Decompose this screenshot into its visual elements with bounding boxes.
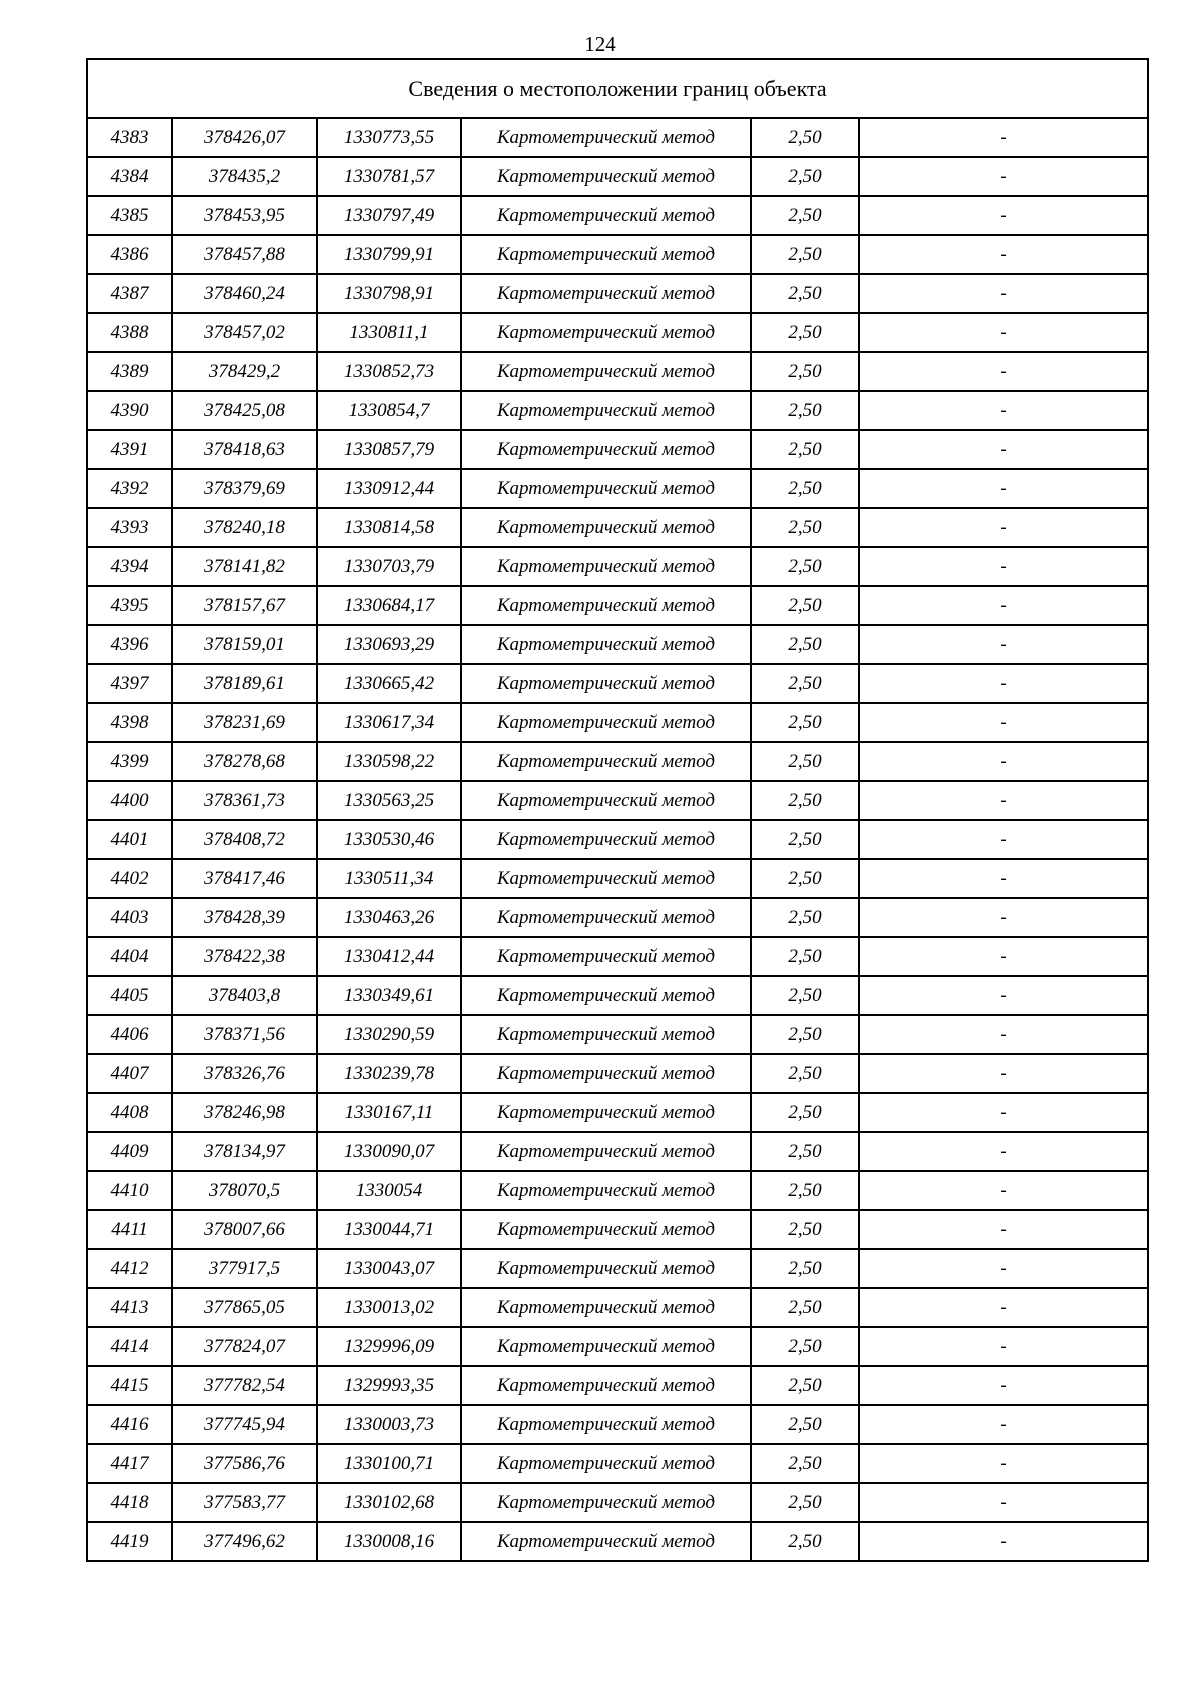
table-row (87, 1210, 1148, 1249)
accuracy-cell: 2,50 (751, 313, 859, 352)
y-coordinate-cell: 1330598,22 (317, 742, 461, 781)
x-coordinate-cell: 378453,95 (172, 196, 317, 235)
method-cell: Картометрический метод (461, 1405, 751, 1444)
accuracy-cell: 2,50 (751, 1444, 859, 1483)
y-coordinate-cell: 1330857,79 (317, 430, 461, 469)
x-coordinate-cell: 377824,07 (172, 1327, 317, 1366)
table-row (87, 1483, 1148, 1522)
accuracy-cell: 2,50 (751, 1522, 859, 1561)
accuracy-cell: 2,50 (751, 235, 859, 274)
point-number-cell: 4408 (87, 1093, 172, 1132)
x-coordinate-cell: 378425,08 (172, 391, 317, 430)
point-number-cell: 4403 (87, 898, 172, 937)
table-row (87, 469, 1148, 508)
point-number-cell: 4414 (87, 1327, 172, 1366)
y-coordinate-cell: 1330100,71 (317, 1444, 461, 1483)
table-row (87, 547, 1148, 586)
x-coordinate-cell: 378435,2 (172, 157, 317, 196)
table-row (87, 157, 1148, 196)
x-coordinate-cell: 378157,67 (172, 586, 317, 625)
y-coordinate-cell: 1330854,7 (317, 391, 461, 430)
accuracy-cell: 2,50 (751, 469, 859, 508)
point-number-cell: 4386 (87, 235, 172, 274)
description-cell: - (859, 898, 1148, 937)
accuracy-cell: 2,50 (751, 274, 859, 313)
x-coordinate-cell: 378231,69 (172, 703, 317, 742)
accuracy-cell: 2,50 (751, 196, 859, 235)
table-row (87, 1405, 1148, 1444)
point-number-cell: 4397 (87, 664, 172, 703)
x-coordinate-cell: 378403,8 (172, 976, 317, 1015)
description-cell: - (859, 274, 1148, 313)
method-cell: Картометрический метод (461, 1288, 751, 1327)
y-coordinate-cell: 1330798,91 (317, 274, 461, 313)
accuracy-cell: 2,50 (751, 352, 859, 391)
point-number-cell: 4409 (87, 1132, 172, 1171)
point-number-cell: 4385 (87, 196, 172, 235)
description-cell: - (859, 937, 1148, 976)
description-cell: - (859, 1249, 1148, 1288)
x-coordinate-cell: 378070,5 (172, 1171, 317, 1210)
point-number-cell: 4400 (87, 781, 172, 820)
table-row (87, 1522, 1148, 1561)
description-cell: - (859, 703, 1148, 742)
point-number-cell: 4411 (87, 1210, 172, 1249)
accuracy-cell: 2,50 (751, 898, 859, 937)
description-cell: - (859, 1405, 1148, 1444)
x-coordinate-cell: 378422,38 (172, 937, 317, 976)
accuracy-cell: 2,50 (751, 859, 859, 898)
description-cell: - (859, 1132, 1148, 1171)
y-coordinate-cell: 1330043,07 (317, 1249, 461, 1288)
x-coordinate-cell: 378278,68 (172, 742, 317, 781)
description-cell: - (859, 118, 1148, 157)
y-coordinate-cell: 1330703,79 (317, 547, 461, 586)
x-coordinate-cell: 378361,73 (172, 781, 317, 820)
table-row (87, 1132, 1148, 1171)
accuracy-cell: 2,50 (751, 1210, 859, 1249)
x-coordinate-cell: 377782,54 (172, 1366, 317, 1405)
method-cell: Картометрический метод (461, 508, 751, 547)
method-cell: Картометрический метод (461, 664, 751, 703)
method-cell: Картометрический метод (461, 898, 751, 937)
accuracy-cell: 2,50 (751, 1054, 859, 1093)
description-cell: - (859, 1366, 1148, 1405)
y-coordinate-cell: 1330008,16 (317, 1522, 461, 1561)
y-coordinate-cell: 1330684,17 (317, 586, 461, 625)
method-cell: Картометрический метод (461, 1210, 751, 1249)
y-coordinate-cell: 1329993,35 (317, 1366, 461, 1405)
y-coordinate-cell: 1330773,55 (317, 118, 461, 157)
description-cell: - (859, 664, 1148, 703)
point-number-cell: 4383 (87, 118, 172, 157)
y-coordinate-cell: 1330013,02 (317, 1288, 461, 1327)
y-coordinate-cell: 1330167,11 (317, 1093, 461, 1132)
y-coordinate-cell: 1330054 (317, 1171, 461, 1210)
method-cell: Картометрический метод (461, 859, 751, 898)
accuracy-cell: 2,50 (751, 820, 859, 859)
accuracy-cell: 2,50 (751, 1366, 859, 1405)
x-coordinate-cell: 378326,76 (172, 1054, 317, 1093)
table-row (87, 1015, 1148, 1054)
description-cell: - (859, 1210, 1148, 1249)
point-number-cell: 4398 (87, 703, 172, 742)
x-coordinate-cell: 378429,2 (172, 352, 317, 391)
description-cell: - (859, 586, 1148, 625)
method-cell: Картометрический метод (461, 430, 751, 469)
accuracy-cell: 2,50 (751, 547, 859, 586)
accuracy-cell: 2,50 (751, 1405, 859, 1444)
point-number-cell: 4415 (87, 1366, 172, 1405)
method-cell: Картометрический метод (461, 742, 751, 781)
accuracy-cell: 2,50 (751, 1288, 859, 1327)
method-cell: Картометрический метод (461, 1093, 751, 1132)
y-coordinate-cell: 1330665,42 (317, 664, 461, 703)
point-number-cell: 4399 (87, 742, 172, 781)
method-cell: Картометрический метод (461, 1015, 751, 1054)
x-coordinate-cell: 378371,56 (172, 1015, 317, 1054)
y-coordinate-cell: 1329996,09 (317, 1327, 461, 1366)
accuracy-cell: 2,50 (751, 586, 859, 625)
x-coordinate-cell: 378460,24 (172, 274, 317, 313)
method-cell: Картометрический метод (461, 1171, 751, 1210)
x-coordinate-cell: 378240,18 (172, 508, 317, 547)
description-cell: - (859, 508, 1148, 547)
x-coordinate-cell: 378408,72 (172, 820, 317, 859)
y-coordinate-cell: 1330693,29 (317, 625, 461, 664)
point-number-cell: 4410 (87, 1171, 172, 1210)
method-cell: Картометрический метод (461, 937, 751, 976)
table-row (87, 1054, 1148, 1093)
y-coordinate-cell: 1330912,44 (317, 469, 461, 508)
x-coordinate-cell: 378428,39 (172, 898, 317, 937)
x-coordinate-cell: 378189,61 (172, 664, 317, 703)
point-number-cell: 4387 (87, 274, 172, 313)
description-cell: - (859, 1054, 1148, 1093)
description-cell: - (859, 157, 1148, 196)
method-cell: Картометрический метод (461, 274, 751, 313)
point-number-cell: 4392 (87, 469, 172, 508)
table-row (87, 1171, 1148, 1210)
accuracy-cell: 2,50 (751, 1327, 859, 1366)
accuracy-cell: 2,50 (751, 703, 859, 742)
accuracy-cell: 2,50 (751, 625, 859, 664)
table-row (87, 196, 1148, 235)
point-number-cell: 4384 (87, 157, 172, 196)
method-cell: Картометрический метод (461, 118, 751, 157)
method-cell: Картометрический метод (461, 703, 751, 742)
x-coordinate-cell: 378457,88 (172, 235, 317, 274)
description-cell: - (859, 196, 1148, 235)
point-number-cell: 4412 (87, 1249, 172, 1288)
point-number-cell: 4406 (87, 1015, 172, 1054)
x-coordinate-cell: 378417,46 (172, 859, 317, 898)
accuracy-cell: 2,50 (751, 1249, 859, 1288)
y-coordinate-cell: 1330003,73 (317, 1405, 461, 1444)
point-number-cell: 4418 (87, 1483, 172, 1522)
description-cell: - (859, 859, 1148, 898)
boundary-table (86, 58, 1149, 1562)
description-cell: - (859, 1444, 1148, 1483)
y-coordinate-cell: 1330511,34 (317, 859, 461, 898)
method-cell: Картометрический метод (461, 235, 751, 274)
x-coordinate-cell: 378418,63 (172, 430, 317, 469)
point-number-cell: 4416 (87, 1405, 172, 1444)
y-coordinate-cell: 1330463,26 (317, 898, 461, 937)
table-row (87, 313, 1148, 352)
table-title-row (87, 59, 1148, 118)
method-cell: Картометрический метод (461, 820, 751, 859)
point-number-cell: 4394 (87, 547, 172, 586)
description-cell: - (859, 1522, 1148, 1561)
x-coordinate-cell: 378007,66 (172, 1210, 317, 1249)
table-row (87, 352, 1148, 391)
y-coordinate-cell: 1330814,58 (317, 508, 461, 547)
description-cell: - (859, 742, 1148, 781)
point-number-cell: 4395 (87, 586, 172, 625)
accuracy-cell: 2,50 (751, 157, 859, 196)
y-coordinate-cell: 1330412,44 (317, 937, 461, 976)
y-coordinate-cell: 1330617,34 (317, 703, 461, 742)
description-cell: - (859, 1093, 1148, 1132)
description-cell: - (859, 391, 1148, 430)
method-cell: Картометрический метод (461, 586, 751, 625)
description-cell: - (859, 781, 1148, 820)
accuracy-cell: 2,50 (751, 1132, 859, 1171)
table-row (87, 1093, 1148, 1132)
y-coordinate-cell: 1330799,91 (317, 235, 461, 274)
description-cell: - (859, 1171, 1148, 1210)
accuracy-cell: 2,50 (751, 118, 859, 157)
x-coordinate-cell: 377917,5 (172, 1249, 317, 1288)
x-coordinate-cell: 378159,01 (172, 625, 317, 664)
x-coordinate-cell: 378457,02 (172, 313, 317, 352)
point-number-cell: 4419 (87, 1522, 172, 1561)
x-coordinate-cell: 377583,77 (172, 1483, 317, 1522)
table-row (87, 625, 1148, 664)
table-row (87, 976, 1148, 1015)
y-coordinate-cell: 1330239,78 (317, 1054, 461, 1093)
description-cell: - (859, 1015, 1148, 1054)
table-row (87, 1327, 1148, 1366)
method-cell: Картометрический метод (461, 1327, 751, 1366)
method-cell: Картометрический метод (461, 1444, 751, 1483)
description-cell: - (859, 235, 1148, 274)
method-cell: Картометрический метод (461, 1366, 751, 1405)
description-cell: - (859, 469, 1148, 508)
point-number-cell: 4389 (87, 352, 172, 391)
table-row (87, 898, 1148, 937)
table-row (87, 1288, 1148, 1327)
point-number-cell: 4388 (87, 313, 172, 352)
description-cell: - (859, 1288, 1148, 1327)
point-number-cell: 4396 (87, 625, 172, 664)
accuracy-cell: 2,50 (751, 1483, 859, 1522)
point-number-cell: 4401 (87, 820, 172, 859)
x-coordinate-cell: 377865,05 (172, 1288, 317, 1327)
description-cell: - (859, 430, 1148, 469)
description-cell: - (859, 625, 1148, 664)
method-cell: Картометрический метод (461, 1522, 751, 1561)
table-row (87, 1249, 1148, 1288)
table-row (87, 508, 1148, 547)
y-coordinate-cell: 1330044,71 (317, 1210, 461, 1249)
y-coordinate-cell: 1330563,25 (317, 781, 461, 820)
point-number-cell: 4390 (87, 391, 172, 430)
method-cell: Картометрический метод (461, 547, 751, 586)
table-row (87, 664, 1148, 703)
description-cell: - (859, 820, 1148, 859)
description-cell: - (859, 547, 1148, 586)
accuracy-cell: 2,50 (751, 937, 859, 976)
method-cell: Картометрический метод (461, 469, 751, 508)
description-cell: - (859, 352, 1148, 391)
y-coordinate-cell: 1330090,07 (317, 1132, 461, 1171)
x-coordinate-cell: 377586,76 (172, 1444, 317, 1483)
point-number-cell: 4393 (87, 508, 172, 547)
method-cell: Картометрический метод (461, 976, 751, 1015)
table-row (87, 1444, 1148, 1483)
x-coordinate-cell: 377745,94 (172, 1405, 317, 1444)
point-number-cell: 4404 (87, 937, 172, 976)
table-row (87, 859, 1148, 898)
accuracy-cell: 2,50 (751, 781, 859, 820)
y-coordinate-cell: 1330102,68 (317, 1483, 461, 1522)
y-coordinate-cell: 1330852,73 (317, 352, 461, 391)
y-coordinate-cell: 1330781,57 (317, 157, 461, 196)
table-row (87, 586, 1148, 625)
point-number-cell: 4413 (87, 1288, 172, 1327)
table-row (87, 118, 1148, 157)
table-row (87, 235, 1148, 274)
point-number-cell: 4417 (87, 1444, 172, 1483)
table-row (87, 703, 1148, 742)
table-row (87, 391, 1148, 430)
accuracy-cell: 2,50 (751, 976, 859, 1015)
y-coordinate-cell: 1330290,59 (317, 1015, 461, 1054)
table-title: Сведения о местоположении границ объекта (87, 59, 1148, 118)
method-cell: Картометрический метод (461, 1483, 751, 1522)
x-coordinate-cell: 378426,07 (172, 118, 317, 157)
description-cell: - (859, 313, 1148, 352)
method-cell: Картометрический метод (461, 352, 751, 391)
table-row (87, 781, 1148, 820)
accuracy-cell: 2,50 (751, 742, 859, 781)
page-number: 124 (584, 32, 616, 56)
description-cell: - (859, 1327, 1148, 1366)
method-cell: Картометрический метод (461, 391, 751, 430)
point-number-cell: 4405 (87, 976, 172, 1015)
method-cell: Картометрический метод (461, 196, 751, 235)
table-row (87, 820, 1148, 859)
y-coordinate-cell: 1330530,46 (317, 820, 461, 859)
description-cell: - (859, 1483, 1148, 1522)
method-cell: Картометрический метод (461, 1132, 751, 1171)
accuracy-cell: 2,50 (751, 391, 859, 430)
description-cell: - (859, 976, 1148, 1015)
point-number-cell: 4407 (87, 1054, 172, 1093)
accuracy-cell: 2,50 (751, 664, 859, 703)
table-row (87, 430, 1148, 469)
point-number-cell: 4402 (87, 859, 172, 898)
table-row (87, 1366, 1148, 1405)
y-coordinate-cell: 1330349,61 (317, 976, 461, 1015)
method-cell: Картометрический метод (461, 1249, 751, 1288)
accuracy-cell: 2,50 (751, 1171, 859, 1210)
table-row (87, 937, 1148, 976)
method-cell: Картометрический метод (461, 313, 751, 352)
method-cell: Картометрический метод (461, 781, 751, 820)
accuracy-cell: 2,50 (751, 1093, 859, 1132)
accuracy-cell: 2,50 (751, 508, 859, 547)
table-row (87, 274, 1148, 313)
x-coordinate-cell: 377496,62 (172, 1522, 317, 1561)
x-coordinate-cell: 378134,97 (172, 1132, 317, 1171)
method-cell: Картометрический метод (461, 157, 751, 196)
accuracy-cell: 2,50 (751, 1015, 859, 1054)
table-row (87, 742, 1148, 781)
point-number-cell: 4391 (87, 430, 172, 469)
accuracy-cell: 2,50 (751, 430, 859, 469)
y-coordinate-cell: 1330797,49 (317, 196, 461, 235)
x-coordinate-cell: 378141,82 (172, 547, 317, 586)
method-cell: Картометрический метод (461, 1054, 751, 1093)
method-cell: Картометрический метод (461, 625, 751, 664)
y-coordinate-cell: 1330811,1 (317, 313, 461, 352)
x-coordinate-cell: 378379,69 (172, 469, 317, 508)
x-coordinate-cell: 378246,98 (172, 1093, 317, 1132)
